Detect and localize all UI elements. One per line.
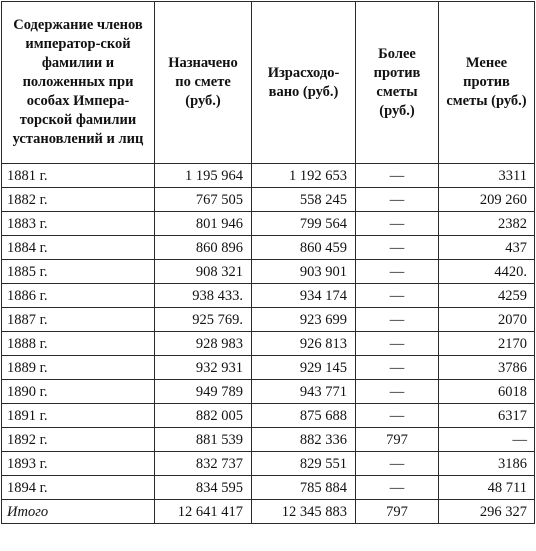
row-assigned: 1 195 964	[155, 164, 252, 188]
row-assigned: 908 321	[155, 260, 252, 284]
row-spent: 903 901	[252, 260, 356, 284]
row-spent: 934 174	[252, 284, 356, 308]
row-more: —	[356, 212, 439, 236]
row-assigned: 832 737	[155, 452, 252, 476]
row-spent: 799 564	[252, 212, 356, 236]
header-less: Менее против сметы (руб.)	[439, 2, 535, 164]
row-less: 2382	[439, 212, 535, 236]
budget-table	[1, 1, 535, 524]
row-less: 3186	[439, 452, 535, 476]
row-more: —	[356, 356, 439, 380]
row-assigned: 801 946	[155, 212, 252, 236]
table-row	[2, 188, 535, 212]
total-label: Итого	[2, 500, 155, 524]
row-less: 6317	[439, 404, 535, 428]
table-row	[2, 428, 535, 452]
row-spent: 943 771	[252, 380, 356, 404]
header-more: Более против сметы (руб.)	[356, 2, 439, 164]
header-row	[2, 2, 535, 164]
row-spent: 829 551	[252, 452, 356, 476]
row-assigned: 932 931	[155, 356, 252, 380]
total-more: 797	[356, 500, 439, 524]
row-assigned: 834 595	[155, 476, 252, 500]
total-row	[2, 500, 535, 524]
row-less: 209 260	[439, 188, 535, 212]
total-less: 296 327	[439, 500, 535, 524]
table-row	[2, 380, 535, 404]
row-less: 2170	[439, 332, 535, 356]
row-more: —	[356, 284, 439, 308]
total-assigned: 12 641 417	[155, 500, 252, 524]
row-assigned: 767 505	[155, 188, 252, 212]
row-less: 4420.	[439, 260, 535, 284]
table-row	[2, 476, 535, 500]
row-more: —	[356, 260, 439, 284]
total-spent: 12 345 883	[252, 500, 356, 524]
row-spent: 558 245	[252, 188, 356, 212]
table-body	[2, 164, 535, 524]
row-year: 1891 г.	[2, 404, 155, 428]
row-year: 1890 г.	[2, 380, 155, 404]
header-category: Содержание членов император-ской фамилии и положенных при особах Импера-торской фамилии установлений и лиц	[2, 2, 155, 164]
table-row	[2, 260, 535, 284]
row-spent: 860 459	[252, 236, 356, 260]
table-row	[2, 164, 535, 188]
header-spent: Израсходо-вано (руб.)	[252, 2, 356, 164]
row-year: 1889 г.	[2, 356, 155, 380]
row-spent: 1 192 653	[252, 164, 356, 188]
row-less: 2070	[439, 308, 535, 332]
table-row	[2, 212, 535, 236]
row-less: 4259	[439, 284, 535, 308]
row-spent: 926 813	[252, 332, 356, 356]
row-year: 1892 г.	[2, 428, 155, 452]
row-less: 6018	[439, 380, 535, 404]
row-year: 1883 г.	[2, 212, 155, 236]
row-more: —	[356, 332, 439, 356]
row-assigned: 928 983	[155, 332, 252, 356]
table-row	[2, 452, 535, 476]
row-more: —	[356, 308, 439, 332]
row-less: 3786	[439, 356, 535, 380]
row-more: —	[356, 164, 439, 188]
row-year: 1882 г.	[2, 188, 155, 212]
row-more: —	[356, 236, 439, 260]
row-year: 1884 г.	[2, 236, 155, 260]
row-spent: 923 699	[252, 308, 356, 332]
row-more: —	[356, 452, 439, 476]
row-assigned: 881 539	[155, 428, 252, 452]
table-row	[2, 236, 535, 260]
row-more: —	[356, 476, 439, 500]
row-spent: 882 336	[252, 428, 356, 452]
table-row	[2, 332, 535, 356]
row-year: 1888 г.	[2, 332, 155, 356]
row-year: 1894 г.	[2, 476, 155, 500]
row-spent: 929 145	[252, 356, 356, 380]
row-year: 1886 г.	[2, 284, 155, 308]
table-row	[2, 356, 535, 380]
row-more: 797	[356, 428, 439, 452]
row-year: 1881 г.	[2, 164, 155, 188]
header-assigned: Назначено по смете (руб.)	[155, 2, 252, 164]
row-year: 1893 г.	[2, 452, 155, 476]
row-more: —	[356, 404, 439, 428]
row-spent: 875 688	[252, 404, 356, 428]
row-less: —	[439, 428, 535, 452]
row-assigned: 882 005	[155, 404, 252, 428]
row-assigned: 860 896	[155, 236, 252, 260]
table-row	[2, 404, 535, 428]
row-less: 48 711	[439, 476, 535, 500]
row-assigned: 938 433.	[155, 284, 252, 308]
row-year: 1885 г.	[2, 260, 155, 284]
row-less: 437	[439, 236, 535, 260]
table-row	[2, 284, 535, 308]
row-assigned: 925 769.	[155, 308, 252, 332]
row-more: —	[356, 380, 439, 404]
row-year: 1887 г.	[2, 308, 155, 332]
row-spent: 785 884	[252, 476, 356, 500]
row-less: 3311	[439, 164, 535, 188]
row-more: —	[356, 188, 439, 212]
table-row	[2, 308, 535, 332]
row-assigned: 949 789	[155, 380, 252, 404]
